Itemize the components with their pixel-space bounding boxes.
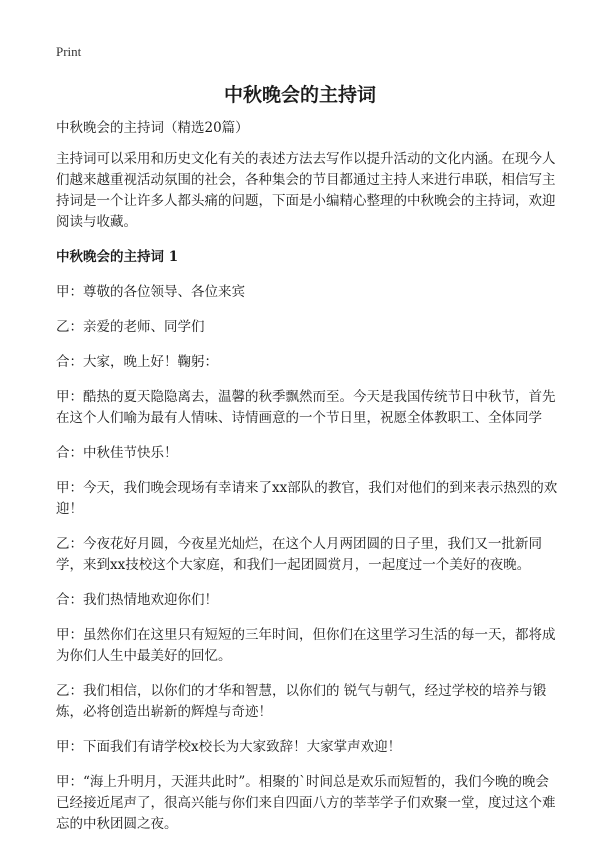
paragraph: 甲：酷热的夏天隐隐离去，温馨的秋季飘然而至。今天是我国传统节日中秋节，首先在这个人们喻为最有人情味、诗情画意的一个节日里，祝愿全体教职工、全体同学 [56, 389, 556, 426]
paragraph: 甲：下面我们有请学校x校长为大家致辞！大家掌声欢迎！ [56, 739, 402, 755]
paragraph: 甲：尊敬的各位领导、各位来宾 [56, 284, 245, 300]
paragraph: 合：中秋佳节快乐！ [56, 445, 178, 461]
intro-paragraph: 主持词可以采用和历史文化有关的表述方法去写作以提升活动的文化内涵。在现今人们越来越重视活动氛围的社会，各种集会的节目都通过主持人来进行串联，相信写主持词是一个让许多人都头痛的问题，下面是小编精心整理的中秋晚会的主持词，欢迎阅读与收藏。 [56, 151, 556, 230]
paragraph: 甲：“海上升明月，天涯共此时”。相聚的`时间总是欢乐而短暂的，我们今晚的晚会已经接近尾声了，很高兴能与你们来自四面八方的莘莘学子们欢聚一堂，度过这个难忘的中秋团圆之夜。 [56, 774, 556, 832]
article-body [56, 118, 560, 849]
paragraph: 合：我们热情地欢迎你们！ [56, 592, 218, 608]
print-link[interactable]: Print [56, 44, 82, 59]
paragraph: 甲：虽然你们在这里只有短短的三年时间，但你们在这里学习生活的每一天，都将成为你们人生中最美好的回忆。 [56, 627, 556, 664]
paragraph: 甲：今天，我们晚会现场有幸请来了xx部队的教官，我们对他们的到来表示热烈的欢迎！ [56, 480, 558, 517]
page-title: 中秋晚会的主持词 [223, 84, 376, 106]
section-heading: 中秋晚会的主持词 1 [56, 249, 179, 265]
paragraph: 乙：亲爱的老师、同学们 [56, 319, 205, 335]
article-subtitle: 中秋晚会的主持词（精选20篇） [56, 120, 249, 136]
paragraph: 合：大家，晚上好！鞠躬： [56, 354, 218, 370]
paragraph: 乙：今夜花好月圆，今夜星光灿烂，在这个人月两团圆的日子里，我们又一批新同学，来到xx技校这个大家庭，和我们一起团圆赏月，一起度过一个美好的夜晚。 [56, 536, 542, 573]
paragraph: 乙：我们相信，以你们的才华和智慧，以你们的 锐气与朝气，经过学校的培养与锻炼，必将创造出崭新的辉煌与奇迹！ [56, 683, 547, 720]
